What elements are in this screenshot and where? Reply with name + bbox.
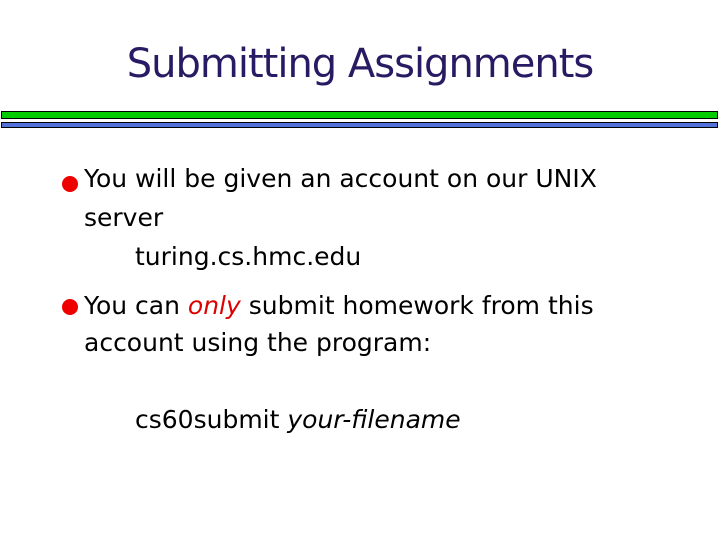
- bullet1-line2: server: [84, 203, 164, 232]
- slide-title: Submitting Assignments: [126, 41, 594, 87]
- command-argument: your-filename: [287, 405, 461, 434]
- title-divider-blue-bar: [1, 122, 718, 128]
- bullet2-line1-prefix: You can: [84, 291, 180, 320]
- title-divider-green-bar: [1, 111, 718, 119]
- command-line: [135, 404, 461, 436]
- bullet2-line1-emphasis: only: [187, 291, 241, 320]
- bullet2-line1: [84, 290, 594, 322]
- bullet2-line1-suffix: submit homework from this: [248, 291, 594, 320]
- bullet1-server-hostname: turing.cs.hmc.edu: [135, 242, 362, 271]
- bullet-dot-icon: [62, 176, 78, 192]
- bullet1-line1: You will be given an account on our UNIX: [84, 164, 597, 193]
- command-program: cs60submit: [135, 405, 280, 434]
- bullet2-line2: account using the program:: [84, 328, 432, 357]
- bullet-dot-icon: [62, 299, 78, 315]
